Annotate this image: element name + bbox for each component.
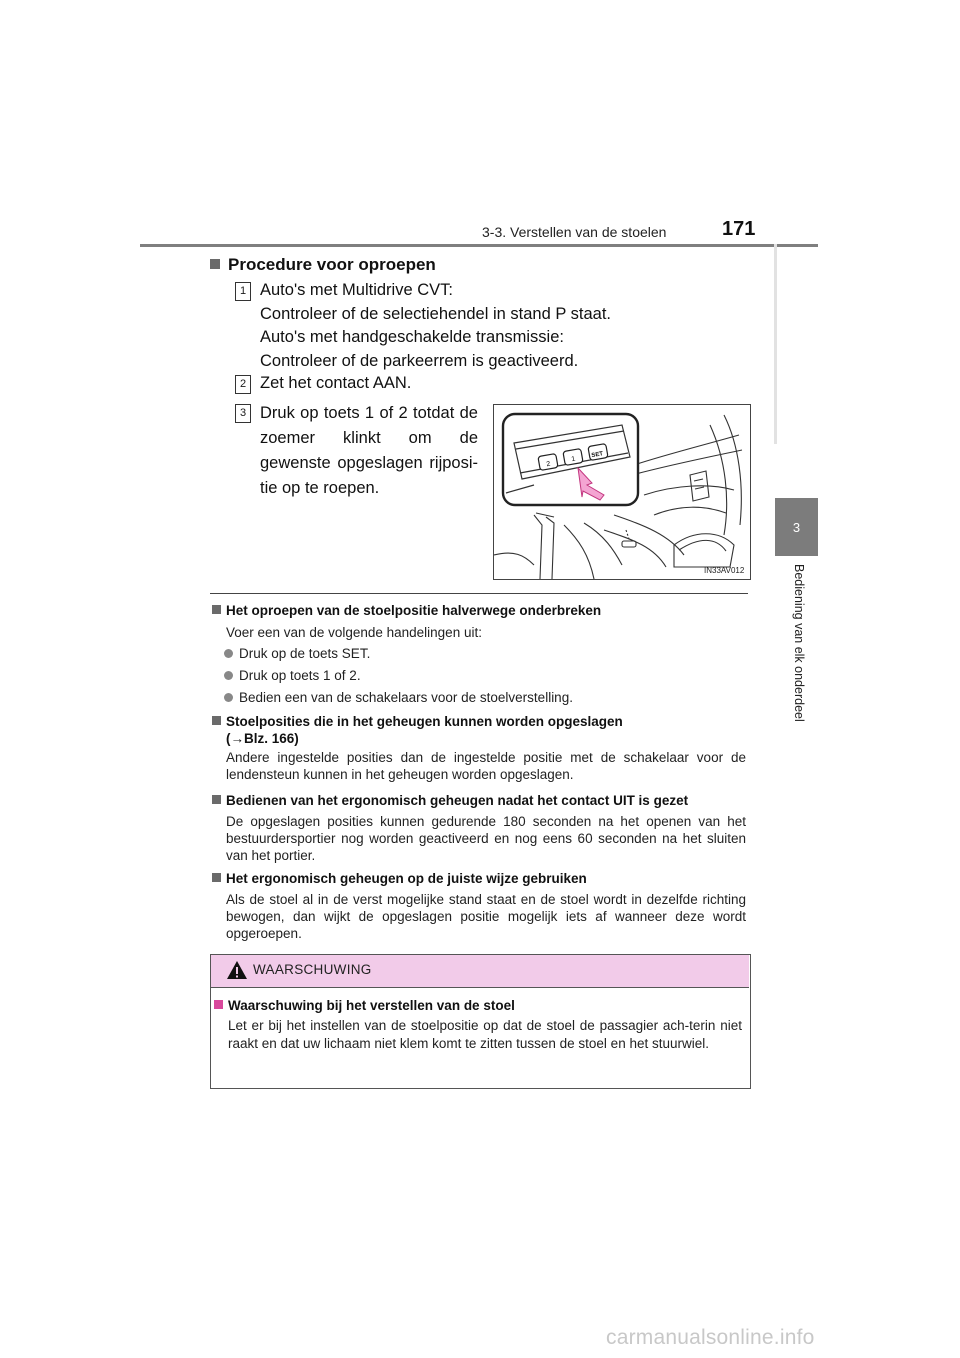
step-1-text: Auto's met Multidrive CVT: Controleer of de selectiehendel in stand P staat. Auto's met handgeschakelde transmissie: Controleer of de parkeerrem is geactiveerd. <box>260 281 612 370</box>
button-2-label: 2 <box>545 460 551 469</box>
warning-title: WAARSCHUWING <box>253 962 372 977</box>
note-page-reference[interactable]: (→Blz. 166) <box>226 731 299 746</box>
note-heading-1: Het oproepen van de stoelpositie halverwege onderbreken <box>212 602 601 619</box>
bullet-dot-icon <box>224 649 233 658</box>
square-bullet-icon <box>212 605 221 614</box>
door-panel-illustration <box>494 405 750 579</box>
square-bullet-icon <box>214 1000 223 1009</box>
watermark: carmanualsonline.info <box>606 1326 815 1349</box>
memory-buttons-illustration <box>493 404 751 580</box>
note-heading-4: Het ergonomisch geheugen op de juiste wijze gebruiken <box>212 870 587 887</box>
square-bullet-icon <box>212 873 221 882</box>
note-body-3: De opgeslagen posities kunnen gedurende 180 seconden na het openen van het bestuurdersportier nog worden geactiveerd en nog eens 60 seconden na het sluiten van het portier. <box>226 814 746 863</box>
step-3-text: Druk op toets 1 of 2 totdat de zoemer klinkt om de gewenste opgeslagen rijposi-tie op te roepen. <box>260 404 478 497</box>
button-1-label: 1 <box>570 455 576 464</box>
section-title: 3-3. Verstellen van de stoelen <box>482 224 667 240</box>
figure-code: IN33AV012 <box>704 566 745 575</box>
note-heading-2: Stoelposities die in het geheugen kunnen worden opgeslagen <box>212 713 623 730</box>
square-bullet-icon <box>212 795 221 804</box>
chapter-title: Bediening van elk onderdeel <box>792 564 806 722</box>
note-bullet-3: Bedien een van de schakelaars voor de stoelverstelling. <box>224 690 573 705</box>
step-number-3: 3 <box>235 404 251 423</box>
step-2-text: Zet het contact AAN. <box>260 374 412 392</box>
warning-triangle-icon <box>226 960 248 985</box>
note-body-1: Voer een van de volgende handelingen uit: <box>226 625 482 640</box>
bullet-dot-icon <box>224 671 233 680</box>
side-divider <box>774 244 777 444</box>
square-bullet-icon <box>210 259 220 269</box>
note-body-2: Andere ingestelde posities dan de ingestelde positie met de schakelaar voor de lendensteun kunnen in het geheugen worden opgeslagen. <box>226 750 746 782</box>
section-separator <box>210 593 748 594</box>
note-bullet-2: Druk op toets 1 of 2. <box>224 668 361 683</box>
bullet-dot-icon <box>224 693 233 702</box>
step-number-2: 2 <box>235 375 251 394</box>
header-rule <box>140 244 818 247</box>
step-number-1: 1 <box>235 282 251 301</box>
page-number: 171 <box>722 218 756 240</box>
procedure-title: Procedure voor oproepen <box>210 255 436 275</box>
chapter-tab: 3 <box>775 498 818 556</box>
note-body-4: Als de stoel al in de verst mogelijke stand staat en de stoel wordt in dezelfde richting bewogen, dan wijkt de opgeslagen positie mogelijk iets af wanneer deze wordt opgeroepen. <box>226 892 746 941</box>
note-bullet-1: Druk op de toets SET. <box>224 646 370 661</box>
warning-heading: Waarschuwing bij het verstellen van de stoel <box>214 998 515 1013</box>
square-bullet-icon <box>212 716 221 725</box>
button-set-label: SET <box>591 451 604 460</box>
warning-body: Let er bij het instellen van de stoelpositie op dat de stoel de passagier ach-terin niet raakt en dat uw lichaam niet klem komt te zitten tussen de stoel en het stuurwiel. <box>228 1018 742 1051</box>
note-heading-3: Bedienen van het ergonomisch geheugen nadat het contact UIT is gezet <box>212 792 688 809</box>
